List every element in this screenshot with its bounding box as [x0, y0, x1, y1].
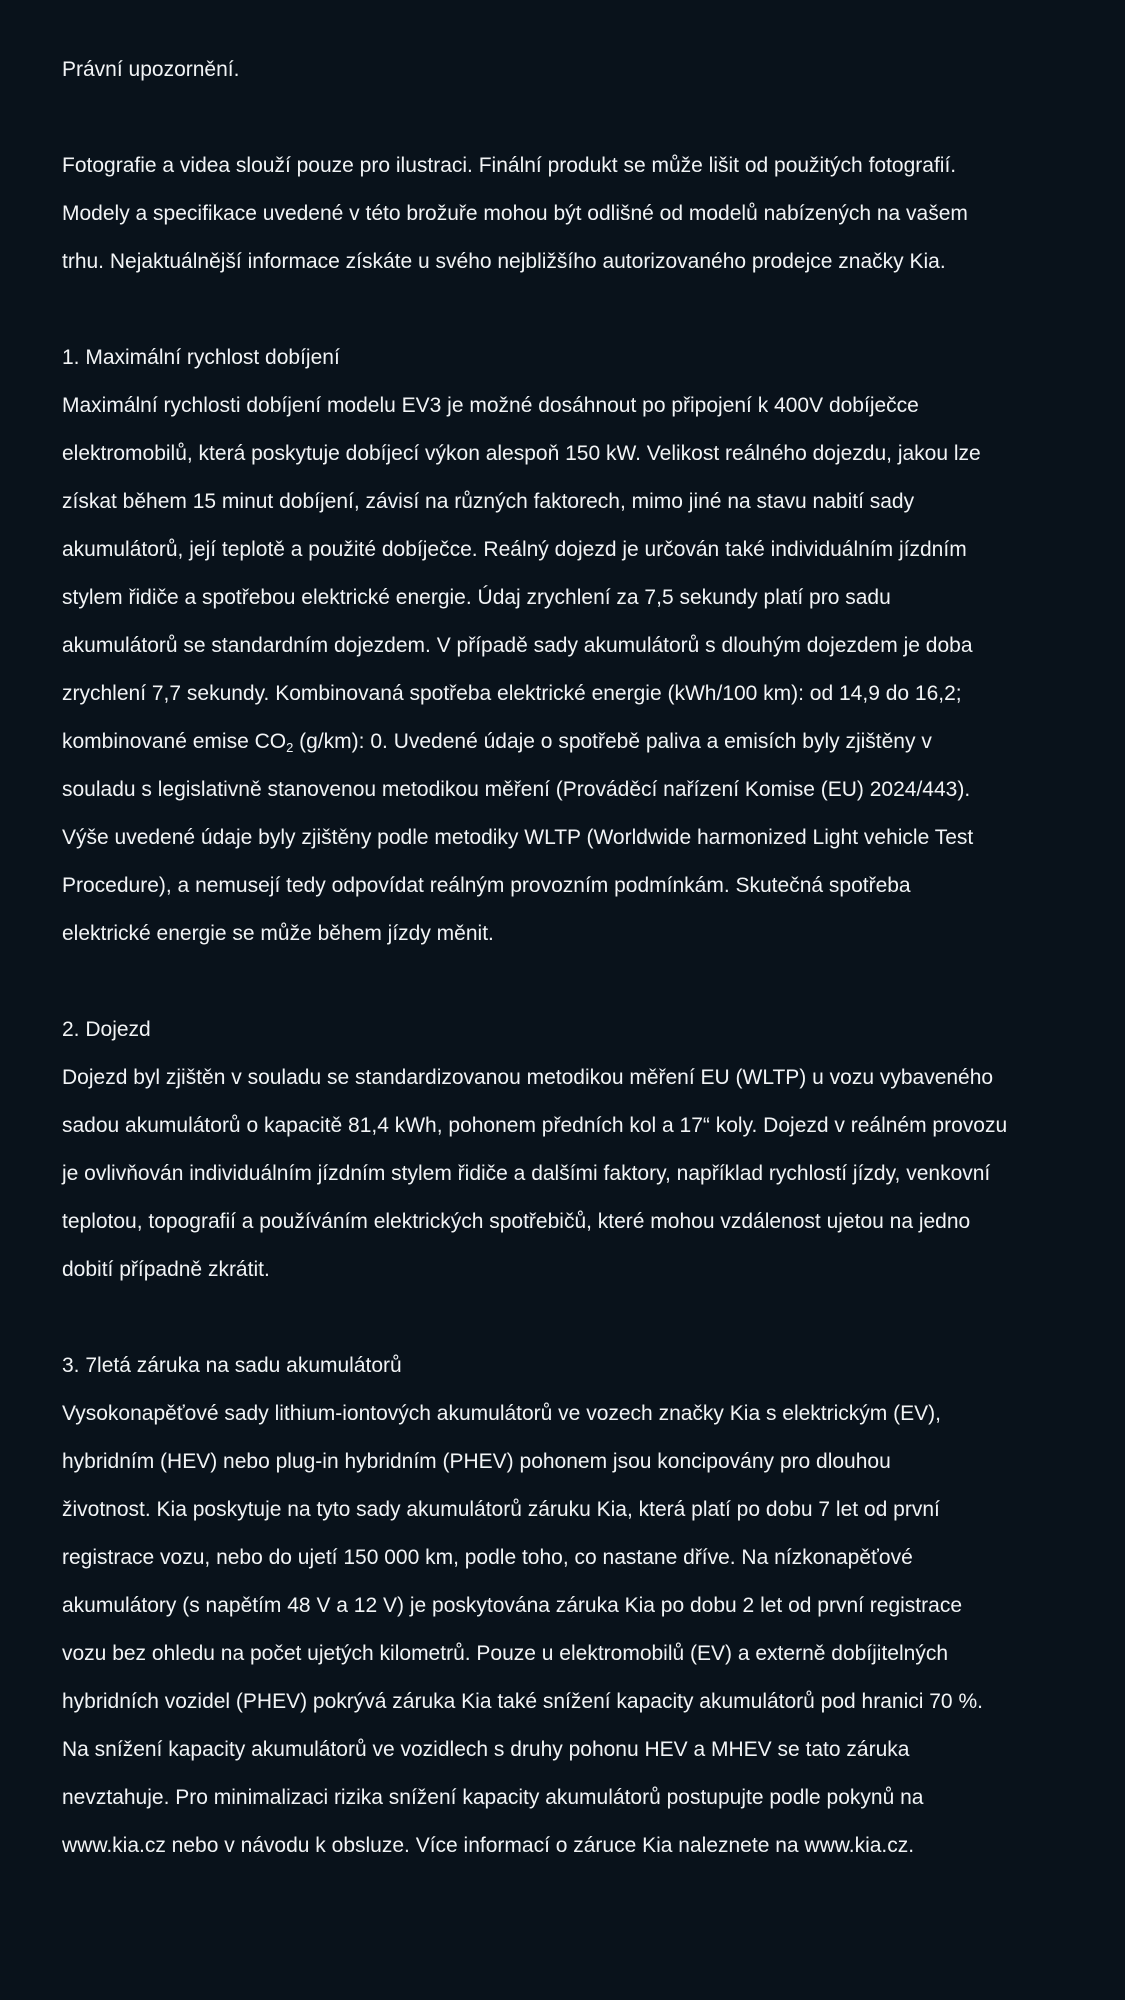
text-line: sadou akumulátorů o kapacitě 81,4 kWh, pohonem předních kol a 17“ koly. Dojezd v reálném provozu	[62, 1114, 1008, 1137]
text-line: získat během 15 minut dobíjení, závisí na různých faktorech, mimo jiné na stavu nabití sady	[62, 490, 915, 513]
text-line: elektrické energie se může během jízdy měnit.	[62, 922, 494, 945]
text-line: zrychlení 7,7 sekundy. Kombinovaná spotřeba elektrické energie (kWh/100 km): od 14,9 do 16,2;	[62, 682, 962, 705]
intro-paragraph	[62, 142, 1007, 286]
text-line: Maximální rychlosti dobíjení modelu EV3 je možné dosáhnout po připojení k 400V dobíječce	[62, 394, 919, 417]
co2-text: kombinované emise CO	[62, 730, 287, 753]
text-line: akumulátorů se standardním dojezdem. V případě sady akumulátorů s dlouhým dojezdem je doba	[62, 634, 973, 657]
section-heading: 2. Dojezd	[62, 1018, 151, 1041]
text-line: www.kia.cz nebo v návodu k obsluze. Více informací o záruce Kia naleznete na www.kia.cz.	[62, 1834, 915, 1857]
text-line: Dojezd byl zjištěn v souladu se standardizovanou metodikou měření EU (WLTP) u vozu vybaveného	[62, 1066, 994, 1089]
text-line: životnost. Kia poskytuje na tyto sady akumulátorů záruku Kia, která platí po dobu 7 let od první	[62, 1498, 940, 1521]
text-line: hybridních vozidel (PHEV) pokrývá záruka Kia také snížení kapacity akumulátorů pod hranici 70 %.	[62, 1690, 983, 1713]
co2-text-rest: (g/km): 0. Uvedené údaje o spotřebě paliva a emisích byly zjištěny v	[293, 730, 932, 753]
text-line: Fotografie a videa slouží pouze pro ilustraci. Finální produkt se může lišit od použitých fotografií.	[62, 154, 957, 177]
text-line: stylem řidiče a spotřebou elektrické energie. Údaj zrychlení za 7,5 sekundy platí pro sadu	[62, 586, 891, 609]
text-line: elektromobilů, která poskytuje dobíjecí výkon alespoň 150 kW. Velikost reálného dojezdu, jakou lze	[62, 442, 981, 465]
text-line: dobití případně zkrátit.	[62, 1258, 270, 1281]
text-line: souladu s legislativně stanovenou metodikou měření (Prováděcí nařízení Komise (EU) 2024/443).	[62, 778, 971, 801]
text-line: Výše uvedené údaje byly zjištěny podle metodiky WLTP (Worldwide harmonized Light vehicle Test	[62, 826, 974, 849]
section-charging	[62, 334, 1007, 958]
text-line: nevztahuje. Pro minimalizaci rizika snížení kapacity akumulátorů postupujte podle pokynů na	[62, 1786, 924, 1809]
text-line: trhu. Nejaktuálnější informace získáte u svého nejbližšího autorizovaného prodejce značky Kia.	[62, 250, 946, 273]
text-line-co2	[62, 718, 1007, 766]
text-line: registrace vozu, nebo do ujetí 150 000 km, podle toho, co nastane dříve. Na nízkonapěťové	[62, 1546, 913, 1569]
section-warranty	[62, 1342, 1007, 1870]
text-line: hybridním (HEV) nebo plug-in hybridním (PHEV) pohonem jsou koncipovány pro dlouhou	[62, 1450, 891, 1473]
legal-notice	[62, 46, 1007, 1870]
section-heading: 3. 7letá záruka na sadu akumulátorů	[62, 1354, 402, 1377]
text-line: akumulátory (s napětím 48 V a 12 V) je poskytována záruka Kia po dobu 2 let od první registrace	[62, 1594, 962, 1617]
text-line: vozu bez ohledu na počet ujetých kilometrů. Pouze u elektromobilů (EV) a externě dobíjitelných	[62, 1642, 948, 1665]
page-title: Právní upozornění.	[62, 58, 240, 81]
section-heading: 1. Maximální rychlost dobíjení	[62, 346, 340, 369]
co2-subscript: 2	[286, 740, 294, 755]
text-line: Modely a specifikace uvedené v této brožuře mohou být odlišné od modelů nabízených na vašem	[62, 202, 968, 225]
text-line: teplotou, topografií a používáním elektrických spotřebičů, které mohou vzdálenost ujetou na jedno	[62, 1210, 971, 1233]
text-line: je ovlivňován individuálním jízdním stylem řidiče a dalšími faktory, například rychlostí jízdy, venkovní	[62, 1162, 991, 1185]
text-line: Vysokonapěťové sady lithium-iontových akumulátorů ve vozech značky Kia s elektrickým (EV),	[62, 1402, 941, 1425]
text-line: Na snížení kapacity akumulátorů ve vozidlech s druhy pohonu HEV a MHEV se tato záruka	[62, 1738, 910, 1761]
text-line: Procedure), a nemusejí tedy odpovídat reálným provozním podmínkám. Skutečná spotřeba	[62, 874, 911, 897]
text-line: akumulátorů, její teplotě a použité dobíječce. Reálný dojezd je určován také individuálním jízdním	[62, 538, 967, 561]
section-range	[62, 1006, 1007, 1294]
